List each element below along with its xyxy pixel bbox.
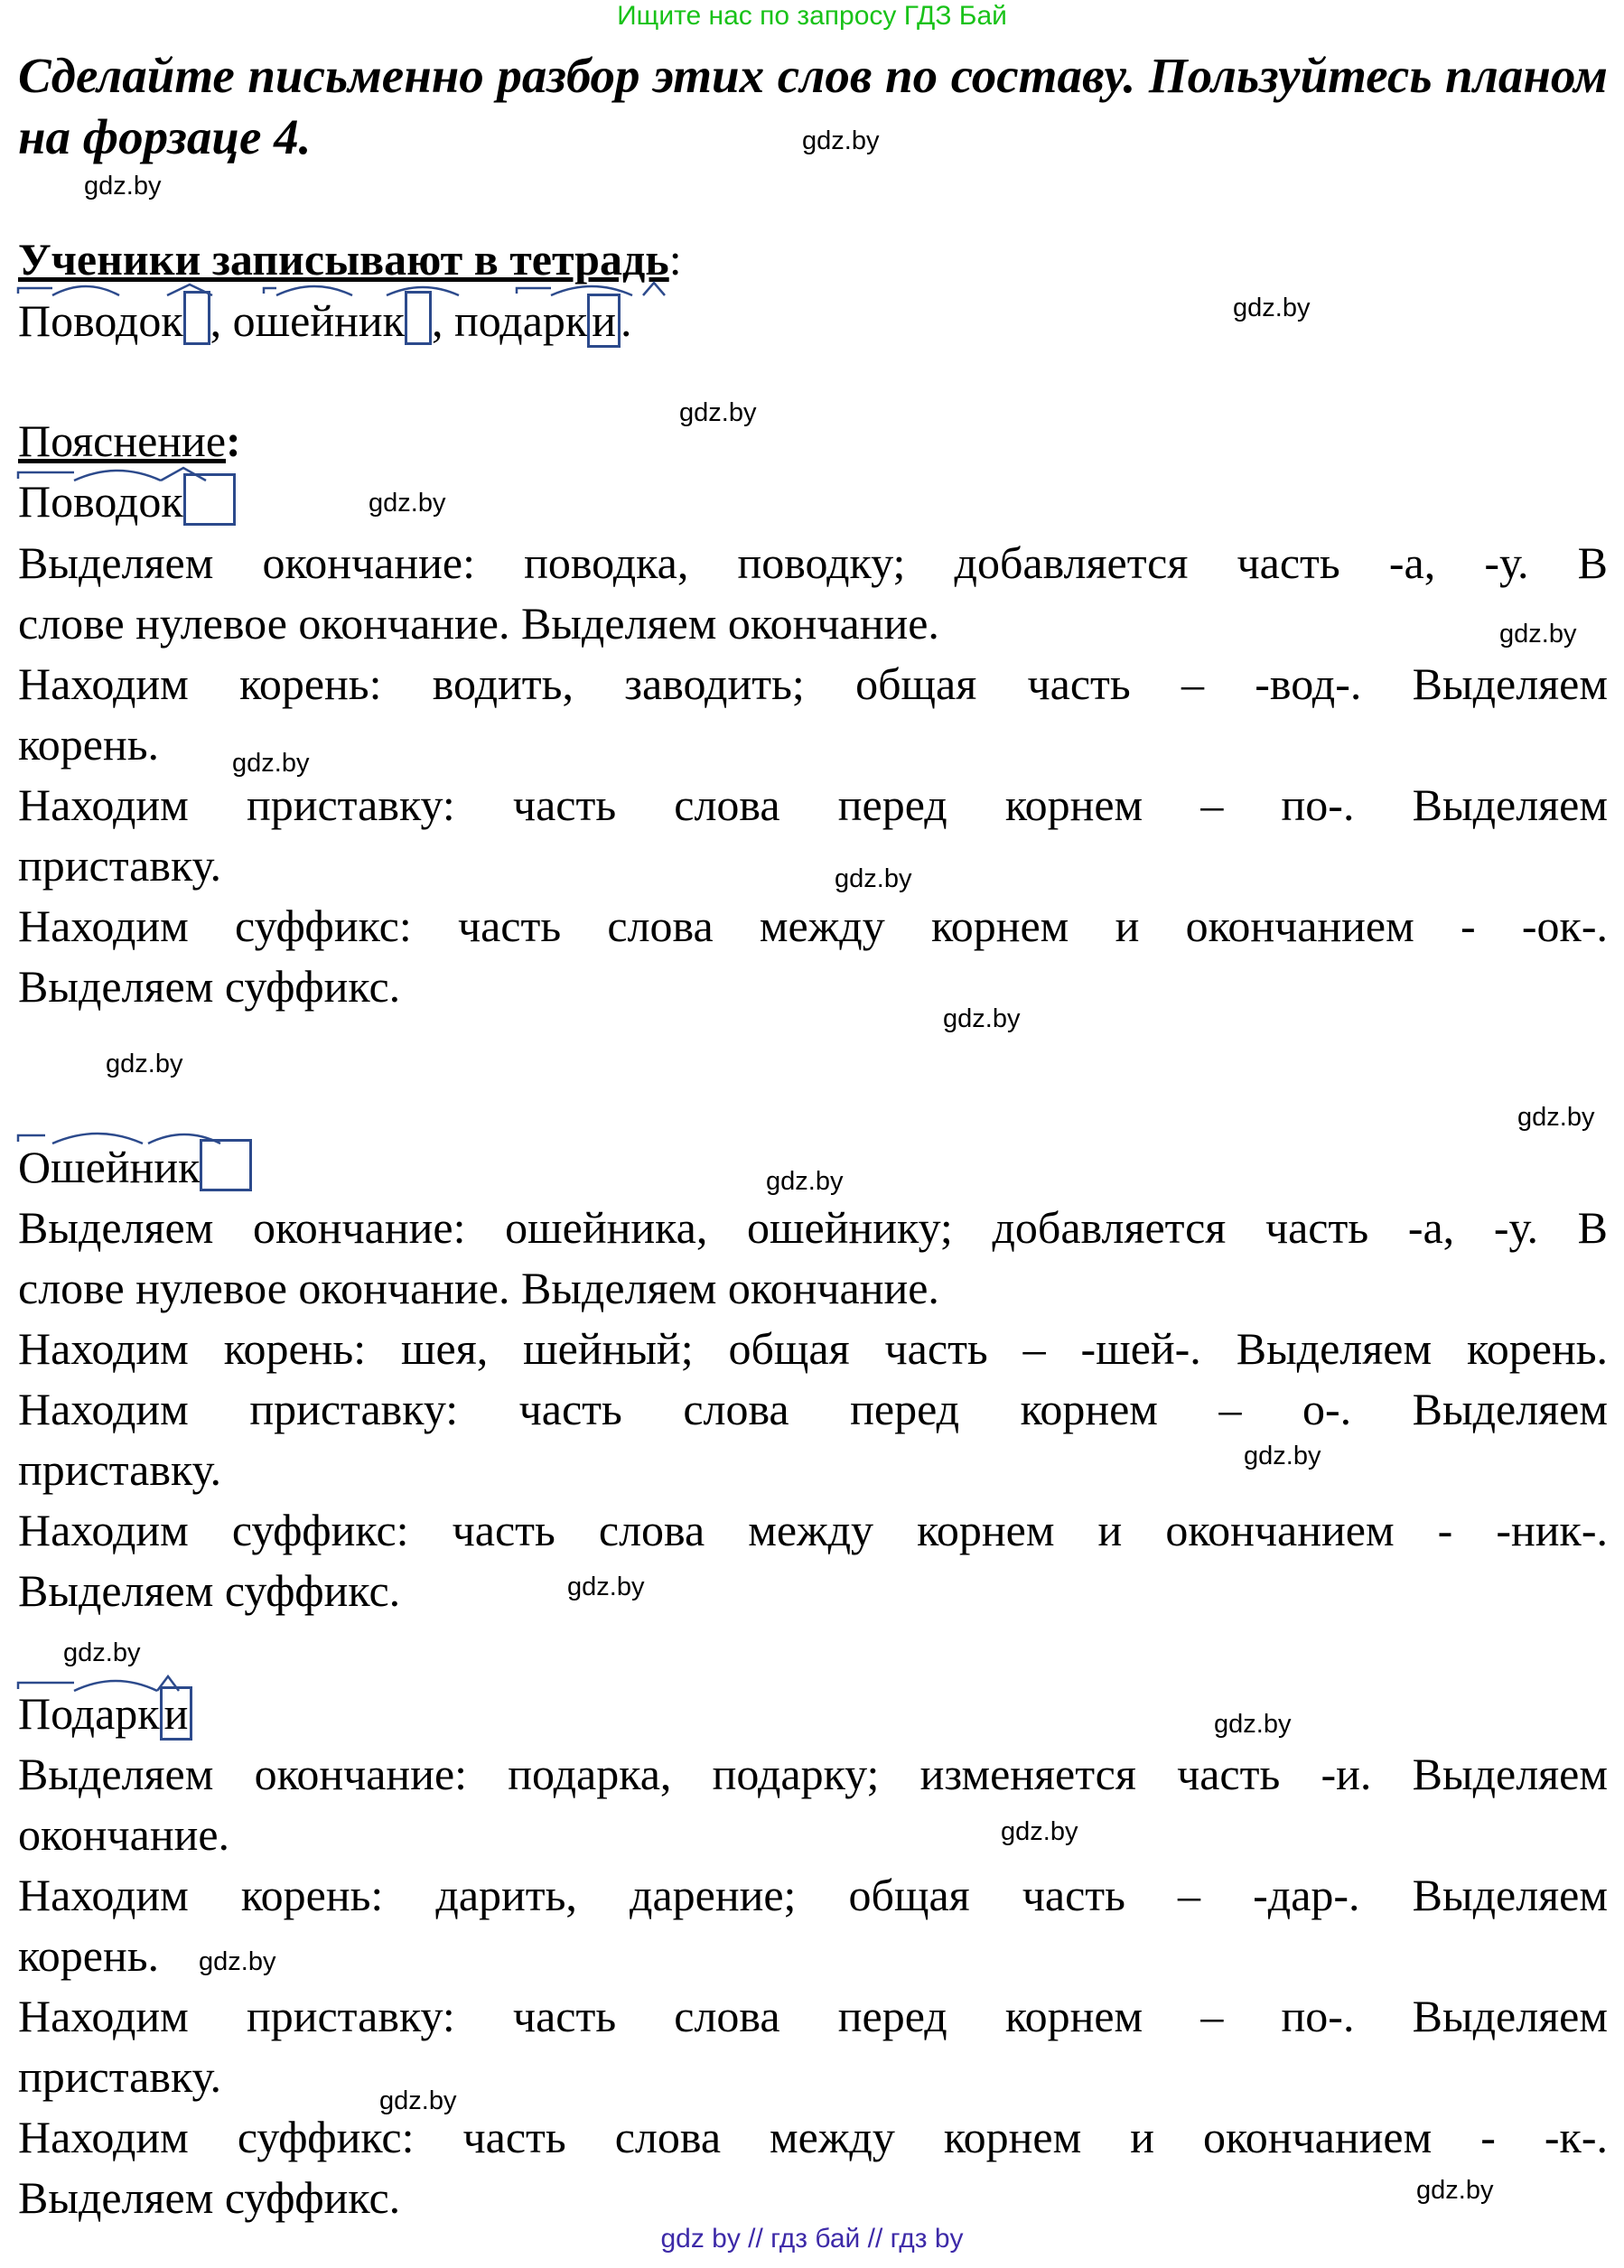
watermark: gdz.by [1517, 1103, 1595, 1132]
watermark: gdz.by [232, 749, 310, 778]
section3-line: Выделяем суффикс. [18, 2172, 401, 2223]
section3-word-line [18, 1684, 1608, 1743]
section2-line: Выделяем суффикс. [18, 1565, 401, 1616]
ending-box: и [160, 1686, 193, 1741]
section1-line: Находим приставку: часть слова перед корнем – по-. Выделяем [18, 779, 1608, 830]
watermark: gdz.by [802, 126, 880, 155]
zero-ending-box [200, 1139, 252, 1191]
watermark: gdz.by [1499, 620, 1577, 649]
footer-links: gdz by // гдз бай // гдз by [660, 2224, 964, 2254]
watermark: gdz.by [943, 1004, 1021, 1033]
section3-line: Находим суффикс: часть слова между корнем и окончанием - -к-. [18, 2112, 1608, 2162]
word-podarki-stem: подарк [453, 295, 588, 346]
section1-line: Находим корень: водить, заводить; общая часть – -вод-. Выделяем [18, 658, 1608, 709]
notebook-heading: Ученики записывают в тетрадь [18, 234, 669, 285]
section3-line: Находим корень: дарить, дарение; общая часть – -дар-. Выделяем [18, 1870, 1608, 1920]
ending-box: и [587, 294, 621, 348]
section1-word-line [18, 471, 1608, 531]
section1-line: слове нулевое окончание. Выделяем окончание. [18, 598, 939, 649]
section3-line: окончание. [18, 1809, 230, 1860]
section1-line: корень. [18, 719, 160, 770]
section3-word-stem: Подарк [18, 1688, 160, 1739]
notebook-words-line [18, 291, 1608, 350]
section2-line: Находим корень: шея, шейный; общая часть – -шей-. Выделяем корень. [18, 1323, 1608, 1374]
watermark: gdz.by [835, 864, 912, 893]
section3-line: корень. [18, 1930, 160, 1981]
zero-ending-box [183, 291, 210, 345]
watermark: gdz.by [369, 489, 446, 518]
explanation-heading: Пояснение [18, 415, 227, 466]
section2-word: Ошейник [18, 1142, 201, 1192]
word-povodok: Поводок [18, 295, 183, 346]
watermark: gdz.by [1416, 2176, 1494, 2205]
watermark: gdz.by [199, 1947, 276, 1976]
section1-line: Выделяем окончание: поводка, поводку; добавляется часть -а, -у. В [18, 537, 1608, 588]
section2-line: приставку. [18, 1444, 222, 1495]
section2-line: слове нулевое окончание. Выделяем окончание. [18, 1263, 939, 1313]
separator: , [431, 295, 454, 346]
notebook-heading-colon: : [668, 234, 682, 285]
watermark: gdz.by [106, 1050, 183, 1078]
task-statement: Сделайте письменно разбор этих слов по составу. Пользуйтесь планом на форзаце 4. [18, 48, 1608, 164]
section3-line: Выделяем окончание: подарка, подарку; изменяется часть -и. Выделяем [18, 1749, 1608, 1799]
watermark: gdz.by [379, 2086, 457, 2115]
watermark: gdz.by [1214, 1710, 1292, 1739]
end-period: . [620, 295, 632, 346]
notebook-heading-line [18, 229, 1608, 289]
watermark: gdz.by [84, 172, 162, 201]
zero-ending-box [183, 473, 236, 526]
watermark: gdz.by [679, 398, 757, 427]
watermark: gdz.by [63, 1638, 141, 1667]
word-osheynik: ошейник [232, 295, 405, 346]
explanation-heading-line [18, 411, 1608, 471]
watermark: gdz.by [1001, 1817, 1078, 1846]
separator: , [210, 295, 233, 346]
watermark: gdz.by [1233, 294, 1311, 322]
watermark: gdz.by [1244, 1442, 1321, 1470]
watermark: gdz.by [567, 1573, 645, 1601]
section1-line: Находим суффикс: часть слова между корнем и окончанием - -ок-. [18, 901, 1608, 951]
section3-line: приставку. [18, 2051, 222, 2102]
section1-line: приставку. [18, 840, 222, 891]
section1-word: Поводок [18, 476, 183, 527]
explanation-colon: : [226, 415, 241, 466]
section3-line: Находим приставку: часть слова перед корнем – по-. Выделяем [18, 1991, 1608, 2041]
zero-ending-box [405, 291, 432, 345]
watermark: gdz.by [766, 1167, 844, 1196]
section1-line: Выделяем суффикс. [18, 961, 401, 1012]
section2-line: Выделяем окончание: ошейника, ошейнику; добавляется часть -а, -у. В [18, 1202, 1608, 1253]
section2-line: Находим приставку: часть слова перед корнем – о-. Выделяем [18, 1384, 1608, 1434]
section2-word-line [18, 1137, 1608, 1197]
section2-line: Находим суффикс: часть слова между корнем и окончанием - -ник-. [18, 1505, 1608, 1555]
top-banner: Ищите нас по запросу ГДЗ Бай [617, 1, 1007, 31]
